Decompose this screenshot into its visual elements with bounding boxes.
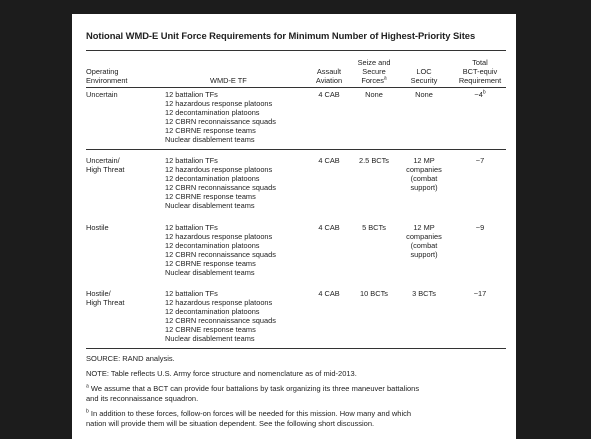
top-rule: [86, 50, 506, 51]
row-4-bct: ~17: [473, 289, 487, 298]
row-1-aviation: 4 CAB: [318, 90, 340, 99]
row-2-bct: ~7: [475, 156, 485, 165]
row-1-rule: [86, 149, 506, 150]
row-1-seize: None: [365, 90, 383, 99]
footnote-marker-a: a: [383, 75, 387, 82]
row-1-tf: 12 battalion TFs 12 hazardous response platoons 12 decontamination platoons 12 CBRN reconnaissance squads 12 CBRNE response teams Nuclear disablement teams: [165, 90, 276, 145]
row-1-bct: ~4$^b$: [474, 89, 486, 99]
header-bct: Total BCT-equiv Requirement: [458, 58, 502, 85]
header-aviation: Assault Aviation: [315, 67, 343, 85]
row-3-bct: ~9: [475, 223, 485, 232]
row-4-seize: 10 BCTs: [360, 289, 388, 298]
header-wmd-tf: WMD-E TF: [210, 76, 247, 85]
row-2-aviation: 4 CAB: [318, 156, 340, 165]
row-4-aviation: 4 CAB: [318, 289, 340, 298]
row-4-environment: Hostile/ High Threat: [86, 289, 125, 308]
header-loc: LOC Security: [410, 67, 438, 85]
row-2-seize: 2.5 BCTs: [359, 156, 389, 165]
row-3-environment: Hostile: [86, 223, 109, 232]
row-3-tf: 12 battalion TFs 12 hazardous response platoons 12 decontamination platoons 12 CBRN reconnaissance squads 12 CBRNE response teams Nuclear disablement teams: [165, 223, 276, 278]
table-note: NOTE: Table reflects U.S. Army force structure and nomenclature as of mid-2013.: [86, 369, 357, 378]
row-3-seize: 5 BCTs: [362, 223, 386, 232]
footnote-a: $^a$ We assume that a BCT can provide four battalions by task organizing its three maneuver battalions and its reconnaissance squadron.: [86, 383, 420, 403]
header-environment: Operating Environment: [86, 67, 128, 85]
row-2-tf: 12 battalion TFs 12 hazardous response platoons 12 decontamination platoons 12 CBRN reconnaissance squads 12 CBRNE response teams Nuclear disablement teams: [165, 156, 276, 211]
table-title: Notional WMD-E Unit Force Requirements for Minimum Number of Highest-Priority Sites: [86, 30, 476, 41]
row-4-tf: 12 battalion TFs 12 hazardous response platoons 12 decontamination platoons 12 CBRN reconnaissance squads 12 CBRNE response teams Nuclear disablement teams: [165, 289, 276, 344]
row-3-loc: 12 MP companies (combat support): [406, 223, 442, 260]
header-rule: [86, 87, 506, 88]
row-2-environment: Uncertain/ High Threat: [86, 156, 125, 175]
footnote-b: $^b$ In addition to these forces, follow-on forces will be needed for this mission. How many and which nation will provide them will be situation dependent. See the following short discussion.: [86, 408, 412, 428]
row-3-aviation: 4 CAB: [318, 223, 340, 232]
footnote-marker-b: b: [482, 89, 486, 96]
document-page: [72, 14, 516, 439]
row-2-loc: 12 MP companies (combat support): [406, 156, 442, 193]
row-1-environment: Uncertain: [86, 90, 118, 99]
header-seize: Seize and Secure Forces$^a$: [357, 58, 391, 85]
row-4-loc: 3 BCTs: [412, 289, 436, 298]
bottom-rule: [86, 348, 506, 349]
row-1-loc: None: [415, 90, 433, 99]
source-note: SOURCE: RAND analysis.: [86, 354, 175, 363]
